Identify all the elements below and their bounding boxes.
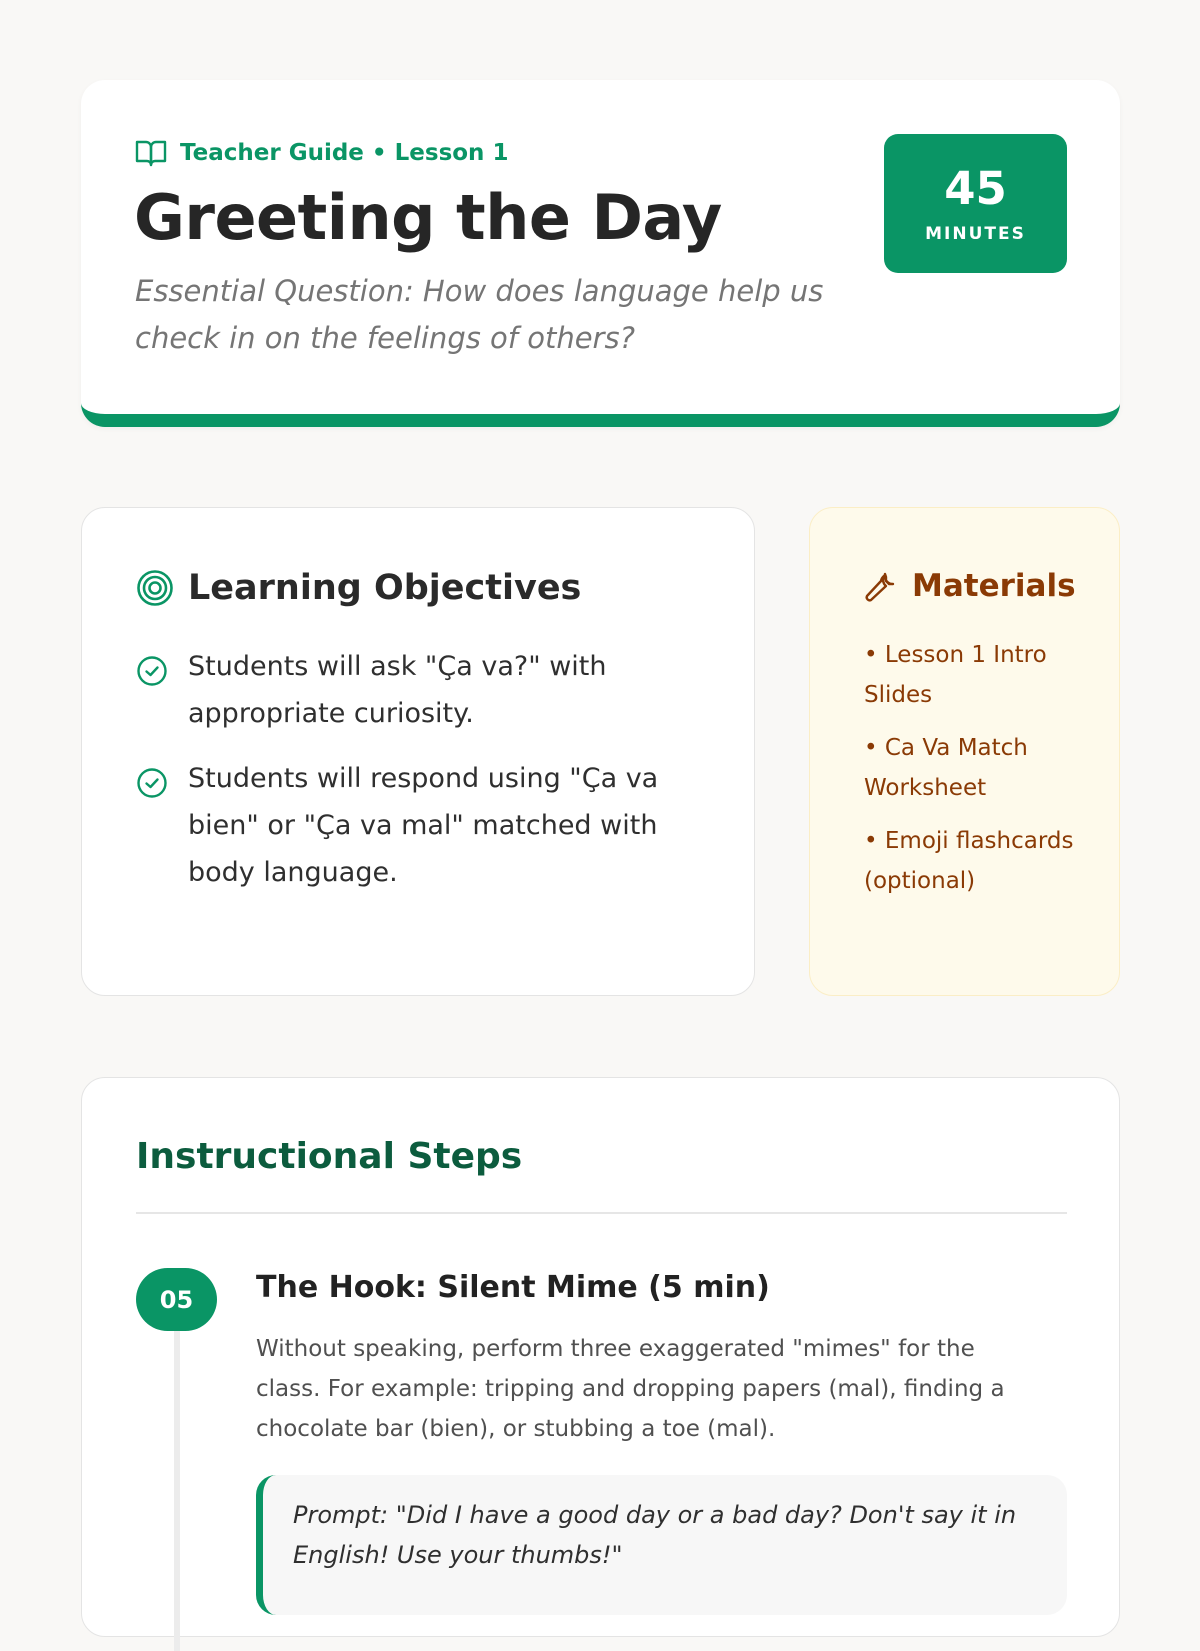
essential-question: Essential Question: How does language help us check in on the feelings of others?	[135, 274, 824, 355]
materials-list	[864, 635, 1094, 914]
duration-badge	[884, 134, 1067, 273]
step-prompt-callout: Prompt: "Did I have a good day or a bad day? Don't say it in English! Use your thumbs!"	[256, 1475, 1067, 1615]
step-number-badge: 05	[136, 1268, 217, 1331]
material-item: • Ca Va Match Worksheet	[864, 735, 1028, 801]
steps-title: Instructional Steps	[136, 1136, 523, 1177]
objective-item	[136, 643, 696, 737]
book-open-icon	[135, 139, 167, 167]
check-circle-icon	[136, 655, 168, 687]
eyebrow-text: Teacher Guide • Lesson 1	[180, 140, 509, 166]
step-title: The Hook: Silent Mime (5 min)	[256, 1270, 770, 1305]
duration-unit: MINUTES	[925, 224, 1026, 244]
page-title: Greeting the Day	[134, 181, 722, 254]
target-icon	[136, 569, 174, 607]
objectives-list	[136, 643, 696, 914]
objective-text: Students will respond using "Ça va bien" or "Ça va mal" matched with body language.	[188, 763, 659, 888]
material-item: • Emoji flashcards (optional)	[864, 828, 1074, 894]
materials-title: Materials	[912, 568, 1076, 604]
lesson-header-card	[81, 80, 1120, 427]
objective-item	[136, 755, 696, 896]
duration-value: 45	[944, 162, 1007, 215]
step-description: Without speaking, perform three exaggerated "mimes" for the class. For example: tripping and dropping papers (mal), finding a chocolate bar (bien), or stubbing a toe (mal).	[256, 1336, 1005, 1442]
objective-text: Students will ask "Ça va?" with appropriate curiosity.	[188, 651, 607, 729]
materials-card	[809, 507, 1120, 996]
wrench-icon	[864, 569, 898, 603]
materials-header	[864, 568, 1076, 604]
check-circle-icon	[136, 767, 168, 799]
objectives-title: Learning Objectives	[188, 568, 582, 608]
instructional-steps-card	[81, 1077, 1120, 1637]
objectives-header	[136, 568, 581, 608]
material-item: • Lesson 1 Intro Slides	[864, 642, 1047, 708]
divider	[136, 1212, 1067, 1214]
objectives-card	[81, 507, 755, 996]
step-timeline-line	[174, 1331, 180, 1651]
lesson-eyebrow	[135, 139, 508, 167]
